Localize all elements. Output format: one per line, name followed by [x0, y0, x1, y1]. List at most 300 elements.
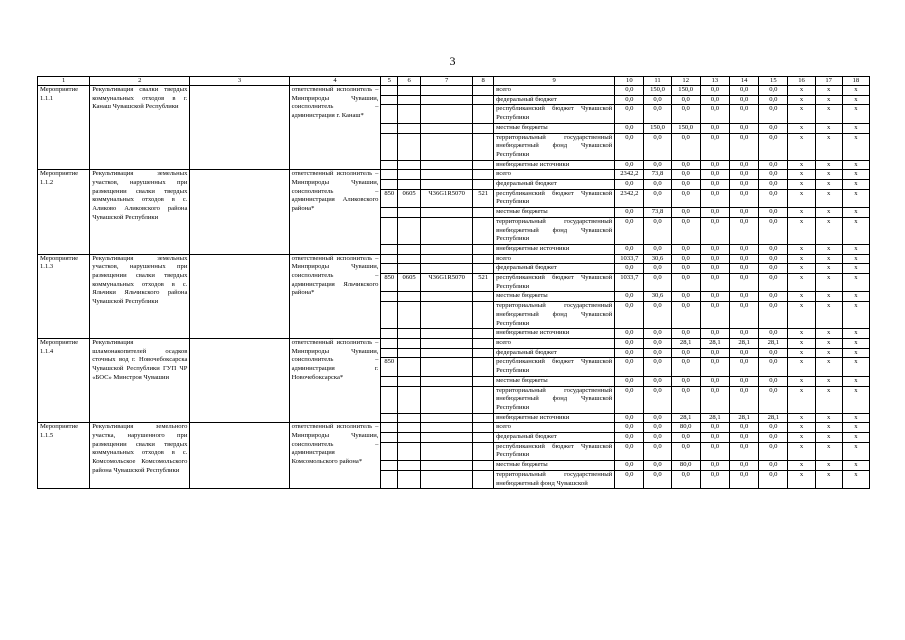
value-cell: 0,0: [615, 413, 644, 423]
value-cell: 0,0: [671, 264, 700, 274]
budget-code-cell: [398, 358, 421, 376]
funding-source: федеральный бюджет: [494, 95, 615, 105]
value-cell: x: [788, 254, 815, 264]
value-cell: x: [788, 461, 815, 471]
value-cell: 0,0: [644, 338, 671, 348]
header-cell-14: 14: [730, 77, 759, 86]
budget-code-cell: [473, 376, 494, 386]
value-cell: x: [815, 470, 842, 488]
funding-source: всего: [494, 254, 615, 264]
value-cell: 0,0: [644, 160, 671, 170]
value-cell: 0,0: [730, 244, 759, 254]
budget-code-cell: [421, 208, 473, 218]
value-cell: 0,0: [615, 217, 644, 244]
budget-code-cell: [421, 302, 473, 329]
budget-code-cell: [381, 254, 398, 264]
value-cell: 73,8: [644, 170, 671, 180]
value-cell: 0,0: [730, 189, 759, 207]
budget-code-cell: [398, 433, 421, 443]
value-cell: 0,0: [671, 217, 700, 244]
budget-code-cell: [421, 133, 473, 160]
budget-code-cell: [473, 358, 494, 376]
budget-code-cell: [398, 338, 421, 348]
value-cell: 0,0: [759, 95, 788, 105]
value-cell: x: [815, 160, 842, 170]
budget-code-cell: [398, 123, 421, 133]
value-cell: x: [815, 329, 842, 339]
value-cell: x: [842, 386, 869, 413]
value-cell: 150,0: [644, 123, 671, 133]
header-cell-1: 1: [38, 77, 90, 86]
value-cell: 0,0: [615, 329, 644, 339]
responsible-executor: ответственный исполнитель – Минприроды Чувашии, соисполнитель – администрация Комсомольского района*: [289, 423, 381, 489]
value-cell: x: [842, 217, 869, 244]
budget-code-cell: [421, 338, 473, 348]
value-cell: 0,0: [615, 376, 644, 386]
event-name: Мероприятие 1.1.4: [38, 338, 90, 422]
value-cell: x: [788, 180, 815, 190]
budget-code-cell: [473, 95, 494, 105]
value-cell: 30,6: [644, 292, 671, 302]
value-cell: 0,0: [730, 86, 759, 96]
value-cell: 0,0: [671, 254, 700, 264]
budget-code-cell: [421, 105, 473, 123]
value-cell: x: [815, 264, 842, 274]
header-cell-4: 4: [289, 77, 381, 86]
value-cell: 0,0: [615, 442, 644, 460]
value-cell: 1033,7: [615, 254, 644, 264]
budget-code-cell: [421, 376, 473, 386]
value-cell: 0,0: [644, 358, 671, 376]
value-cell: 0,0: [759, 208, 788, 218]
budget-code-cell: [381, 348, 398, 358]
header-cell-11: 11: [644, 77, 671, 86]
value-cell: 0,0: [730, 423, 759, 433]
budget-code-cell: [473, 302, 494, 329]
value-cell: 0,0: [759, 292, 788, 302]
budget-code-cell: [398, 86, 421, 96]
value-cell: x: [842, 189, 869, 207]
budget-code-cell: [421, 264, 473, 274]
value-cell: 0,0: [730, 123, 759, 133]
value-cell: 0,0: [615, 423, 644, 433]
value-cell: x: [842, 274, 869, 292]
value-cell: x: [788, 302, 815, 329]
value-cell: 0,0: [615, 358, 644, 376]
value-cell: x: [788, 413, 815, 423]
value-cell: x: [842, 442, 869, 460]
budget-code-cell: [421, 470, 473, 488]
value-cell: 0,0: [759, 442, 788, 460]
value-cell: x: [815, 189, 842, 207]
value-cell: 0,0: [700, 189, 729, 207]
value-cell: 0,0: [615, 105, 644, 123]
value-cell: 0,0: [644, 376, 671, 386]
budget-code-cell: [421, 160, 473, 170]
value-cell: 0,0: [730, 264, 759, 274]
value-cell: 0,0: [644, 348, 671, 358]
budget-code-cell: [398, 105, 421, 123]
budget-code-cell: [381, 170, 398, 180]
value-cell: x: [815, 433, 842, 443]
funding-source: территориальный государственный внебюджетный фонд Чувашской: [494, 470, 615, 488]
budget-code-cell: [473, 433, 494, 443]
funding-source: республиканский бюджет Чувашской Республики: [494, 442, 615, 460]
budget-code-cell: [473, 160, 494, 170]
budget-code-cell: [381, 442, 398, 460]
value-cell: 0,0: [759, 254, 788, 264]
value-cell: 0,0: [730, 217, 759, 244]
value-cell: 0,0: [730, 254, 759, 264]
value-cell: x: [815, 413, 842, 423]
value-cell: x: [815, 423, 842, 433]
header-cell-2: 2: [90, 77, 190, 86]
budget-code-cell: [421, 386, 473, 413]
value-cell: 0,0: [671, 376, 700, 386]
budget-code-cell: [421, 461, 473, 471]
budget-code-cell: [381, 133, 398, 160]
budget-code-cell: [381, 95, 398, 105]
value-cell: 0,0: [759, 160, 788, 170]
value-cell: 0,0: [730, 133, 759, 160]
value-cell: 0,0: [700, 244, 729, 254]
value-cell: 1033,7: [615, 274, 644, 292]
value-cell: x: [788, 386, 815, 413]
table-row: [38, 338, 870, 348]
funding-source: внебюджетные источники: [494, 413, 615, 423]
budget-code-cell: [381, 180, 398, 190]
value-cell: x: [842, 86, 869, 96]
value-cell: 0,0: [700, 180, 729, 190]
value-cell: 0,0: [615, 244, 644, 254]
value-cell: 0,0: [644, 244, 671, 254]
value-cell: 0,0: [700, 123, 729, 133]
value-cell: x: [842, 133, 869, 160]
value-cell: 0,0: [700, 302, 729, 329]
budget-code-cell: Ч36G1R5070: [421, 274, 473, 292]
budget-code-cell: [473, 423, 494, 433]
value-cell: x: [842, 338, 869, 348]
funding-source: федеральный бюджет: [494, 180, 615, 190]
responsible-executor: ответственный исполнитель – Минприроды Чувашии, соисполнитель – администрация Яльчикского района*: [289, 254, 381, 338]
value-cell: x: [788, 217, 815, 244]
table-row: [38, 86, 870, 96]
budget-code-cell: [398, 217, 421, 244]
funding-source: территориальный государственный внебюджетный фонд Чувашской Республики: [494, 217, 615, 244]
responsible-executor: ответственный исполнитель – Минприроды Чувашии, соисполнитель – администрация г. Канаш*: [289, 86, 381, 170]
value-cell: 0,0: [615, 180, 644, 190]
value-cell: 0,0: [644, 95, 671, 105]
value-cell: x: [815, 302, 842, 329]
value-cell: x: [842, 95, 869, 105]
budget-code-cell: [398, 244, 421, 254]
event-description: Рекультивация шламонакопителей осадков сточных вод г. Новочебоксарска Чувашской Республики ГУП ЧР «БОС» Минстроя Чувашии: [90, 338, 190, 422]
budget-code-cell: [381, 244, 398, 254]
value-cell: x: [788, 292, 815, 302]
budget-code-cell: [421, 329, 473, 339]
budget-code-cell: [398, 413, 421, 423]
value-cell: 28,1: [671, 338, 700, 348]
value-cell: 0,0: [759, 217, 788, 244]
value-cell: 0,0: [700, 170, 729, 180]
budget-code-cell: 850: [381, 274, 398, 292]
value-cell: x: [842, 264, 869, 274]
value-cell: x: [815, 95, 842, 105]
value-cell: x: [815, 461, 842, 471]
value-cell: 0,0: [671, 302, 700, 329]
budget-code-cell: [381, 433, 398, 443]
budget-code-cell: 521: [473, 189, 494, 207]
value-cell: 0,0: [759, 302, 788, 329]
budget-code-cell: [473, 470, 494, 488]
value-cell: x: [842, 470, 869, 488]
budget-code-cell: [473, 292, 494, 302]
budget-code-cell: [473, 348, 494, 358]
value-cell: x: [788, 189, 815, 207]
budget-code-cell: [421, 95, 473, 105]
column-3-cell: [190, 338, 289, 422]
value-cell: 0,0: [644, 423, 671, 433]
value-cell: 0,0: [759, 264, 788, 274]
value-cell: 150,0: [671, 123, 700, 133]
value-cell: 0,0: [730, 302, 759, 329]
budget-code-cell: [421, 292, 473, 302]
budget-code-cell: [421, 423, 473, 433]
value-cell: x: [842, 329, 869, 339]
value-cell: 0,0: [671, 160, 700, 170]
budget-code-cell: [421, 348, 473, 358]
value-cell: x: [788, 376, 815, 386]
funding-source: республиканский бюджет Чувашской Республики: [494, 105, 615, 123]
value-cell: x: [788, 170, 815, 180]
value-cell: x: [842, 170, 869, 180]
value-cell: x: [788, 208, 815, 218]
value-cell: 0,0: [615, 264, 644, 274]
value-cell: 0,0: [700, 442, 729, 460]
value-cell: 0,0: [700, 86, 729, 96]
budget-code-cell: 0605: [398, 189, 421, 207]
value-cell: x: [842, 413, 869, 423]
value-cell: 73,8: [644, 208, 671, 218]
budget-code-cell: [421, 217, 473, 244]
budget-code-cell: [381, 423, 398, 433]
value-cell: 0,0: [759, 274, 788, 292]
header-cell-9: 9: [494, 77, 615, 86]
value-cell: 0,0: [759, 86, 788, 96]
funding-source: местные бюджеты: [494, 461, 615, 471]
value-cell: x: [788, 244, 815, 254]
budget-code-cell: [421, 180, 473, 190]
value-cell: 0,0: [730, 386, 759, 413]
value-cell: 0,0: [700, 433, 729, 443]
funding-source: территориальный государственный внебюджетный фонд Чувашской Республики: [494, 302, 615, 329]
value-cell: 0,0: [759, 133, 788, 160]
budget-code-cell: [473, 217, 494, 244]
value-cell: 0,0: [730, 442, 759, 460]
budget-code-cell: [381, 413, 398, 423]
value-cell: 0,0: [700, 423, 729, 433]
value-cell: 0,0: [700, 461, 729, 471]
funding-source: федеральный бюджет: [494, 348, 615, 358]
funding-source: республиканский бюджет Чувашской Республики: [494, 189, 615, 207]
value-cell: 0,0: [700, 358, 729, 376]
budget-code-cell: [398, 442, 421, 460]
value-cell: 0,0: [671, 292, 700, 302]
budget-code-cell: [398, 329, 421, 339]
value-cell: x: [815, 348, 842, 358]
header-cell-6: 6: [398, 77, 421, 86]
budget-code-cell: [381, 160, 398, 170]
value-cell: 0,0: [759, 470, 788, 488]
value-cell: x: [842, 376, 869, 386]
value-cell: 0,0: [615, 302, 644, 329]
value-cell: x: [842, 461, 869, 471]
event-description: Рекультивация земельных участков, нарушенных при размещении свалки твердых коммунальных отходов в с. Яльчики Яльчикского района Чувашской Республики: [90, 254, 190, 338]
value-cell: 0,0: [700, 95, 729, 105]
value-cell: x: [788, 274, 815, 292]
value-cell: x: [788, 442, 815, 460]
column-3-cell: [190, 86, 289, 170]
value-cell: 0,0: [615, 86, 644, 96]
value-cell: 0,0: [671, 170, 700, 180]
value-cell: 0,0: [730, 160, 759, 170]
value-cell: x: [815, 376, 842, 386]
column-3-cell: [190, 254, 289, 338]
budget-code-cell: [473, 264, 494, 274]
value-cell: 0,0: [759, 329, 788, 339]
value-cell: 0,0: [644, 413, 671, 423]
value-cell: x: [815, 358, 842, 376]
event-name: Мероприятие 1.1.5: [38, 423, 90, 489]
value-cell: x: [788, 160, 815, 170]
value-cell: x: [842, 208, 869, 218]
budget-code-cell: [421, 86, 473, 96]
value-cell: x: [815, 170, 842, 180]
value-cell: 0,0: [730, 274, 759, 292]
value-cell: 0,0: [730, 105, 759, 123]
budget-code-cell: [421, 244, 473, 254]
value-cell: 0,0: [759, 105, 788, 123]
header-cell-10: 10: [615, 77, 644, 86]
value-cell: x: [842, 358, 869, 376]
budget-code-cell: [473, 105, 494, 123]
budget-code-cell: [421, 254, 473, 264]
funding-source: местные бюджеты: [494, 123, 615, 133]
funding-source: всего: [494, 338, 615, 348]
value-cell: 0,0: [730, 170, 759, 180]
value-cell: 0,0: [644, 442, 671, 460]
value-cell: 0,0: [615, 461, 644, 471]
value-cell: x: [788, 264, 815, 274]
event-description: Рекультивация земельного участка, нарушенного при размещении свалки твердых коммунальных отходов в с. Комсомольское Комсомольского района Чувашской Республики: [90, 423, 190, 489]
funding-source: местные бюджеты: [494, 208, 615, 218]
column-3-cell: [190, 423, 289, 489]
header-cell-18: 18: [842, 77, 869, 86]
value-cell: 28,1: [700, 413, 729, 423]
value-cell: 0,0: [700, 264, 729, 274]
value-cell: 0,0: [671, 180, 700, 190]
header-cell-16: 16: [788, 77, 815, 86]
budget-code-cell: 521: [473, 274, 494, 292]
value-cell: x: [842, 123, 869, 133]
value-cell: 0,0: [730, 461, 759, 471]
value-cell: 0,0: [759, 348, 788, 358]
value-cell: 0,0: [700, 348, 729, 358]
budget-code-cell: [398, 180, 421, 190]
value-cell: 0,0: [700, 160, 729, 170]
value-cell: 0,0: [700, 376, 729, 386]
budget-code-cell: Ч36G1R5070: [421, 189, 473, 207]
budget-code-cell: [381, 461, 398, 471]
value-cell: 0,0: [700, 254, 729, 264]
budget-code-cell: [381, 292, 398, 302]
value-cell: 80,0: [671, 423, 700, 433]
value-cell: 0,0: [644, 433, 671, 443]
budget-code-cell: [398, 292, 421, 302]
value-cell: 28,1: [700, 338, 729, 348]
funding-source: всего: [494, 423, 615, 433]
value-cell: x: [842, 244, 869, 254]
header-cell-15: 15: [759, 77, 788, 86]
value-cell: 0,0: [671, 329, 700, 339]
value-cell: 0,0: [615, 160, 644, 170]
budget-code-cell: [473, 133, 494, 160]
value-cell: x: [842, 348, 869, 358]
value-cell: 0,0: [615, 348, 644, 358]
value-cell: x: [815, 133, 842, 160]
value-cell: 0,0: [759, 170, 788, 180]
header-cell-3: 3: [190, 77, 289, 86]
budget-code-cell: [398, 208, 421, 218]
value-cell: 0,0: [759, 358, 788, 376]
value-cell: 0,0: [644, 180, 671, 190]
value-cell: 0,0: [730, 180, 759, 190]
budget-code-cell: [398, 348, 421, 358]
value-cell: x: [815, 254, 842, 264]
budget-code-cell: [473, 123, 494, 133]
value-cell: 28,1: [730, 413, 759, 423]
budget-code-cell: [381, 208, 398, 218]
value-cell: 0,0: [759, 189, 788, 207]
value-cell: 0,0: [700, 133, 729, 160]
value-cell: 0,0: [671, 470, 700, 488]
budget-code-cell: [421, 442, 473, 460]
value-cell: x: [788, 133, 815, 160]
value-cell: 0,0: [615, 123, 644, 133]
funding-source: федеральный бюджет: [494, 433, 615, 443]
value-cell: 0,0: [644, 264, 671, 274]
budget-code-cell: [473, 86, 494, 96]
column-3-cell: [190, 170, 289, 254]
budget-code-cell: [381, 338, 398, 348]
budget-code-cell: [398, 470, 421, 488]
budget-code-cell: [473, 208, 494, 218]
value-cell: 0,0: [759, 461, 788, 471]
budget-code-cell: [421, 123, 473, 133]
budget-code-cell: [473, 254, 494, 264]
budget-code-cell: [398, 302, 421, 329]
budget-code-cell: [473, 244, 494, 254]
value-cell: x: [788, 433, 815, 443]
value-cell: x: [788, 95, 815, 105]
value-cell: x: [815, 386, 842, 413]
value-cell: 0,0: [730, 208, 759, 218]
value-cell: 0,0: [644, 274, 671, 292]
budget-code-cell: [381, 86, 398, 96]
value-cell: x: [815, 292, 842, 302]
value-cell: 0,0: [759, 244, 788, 254]
funding-source: местные бюджеты: [494, 376, 615, 386]
